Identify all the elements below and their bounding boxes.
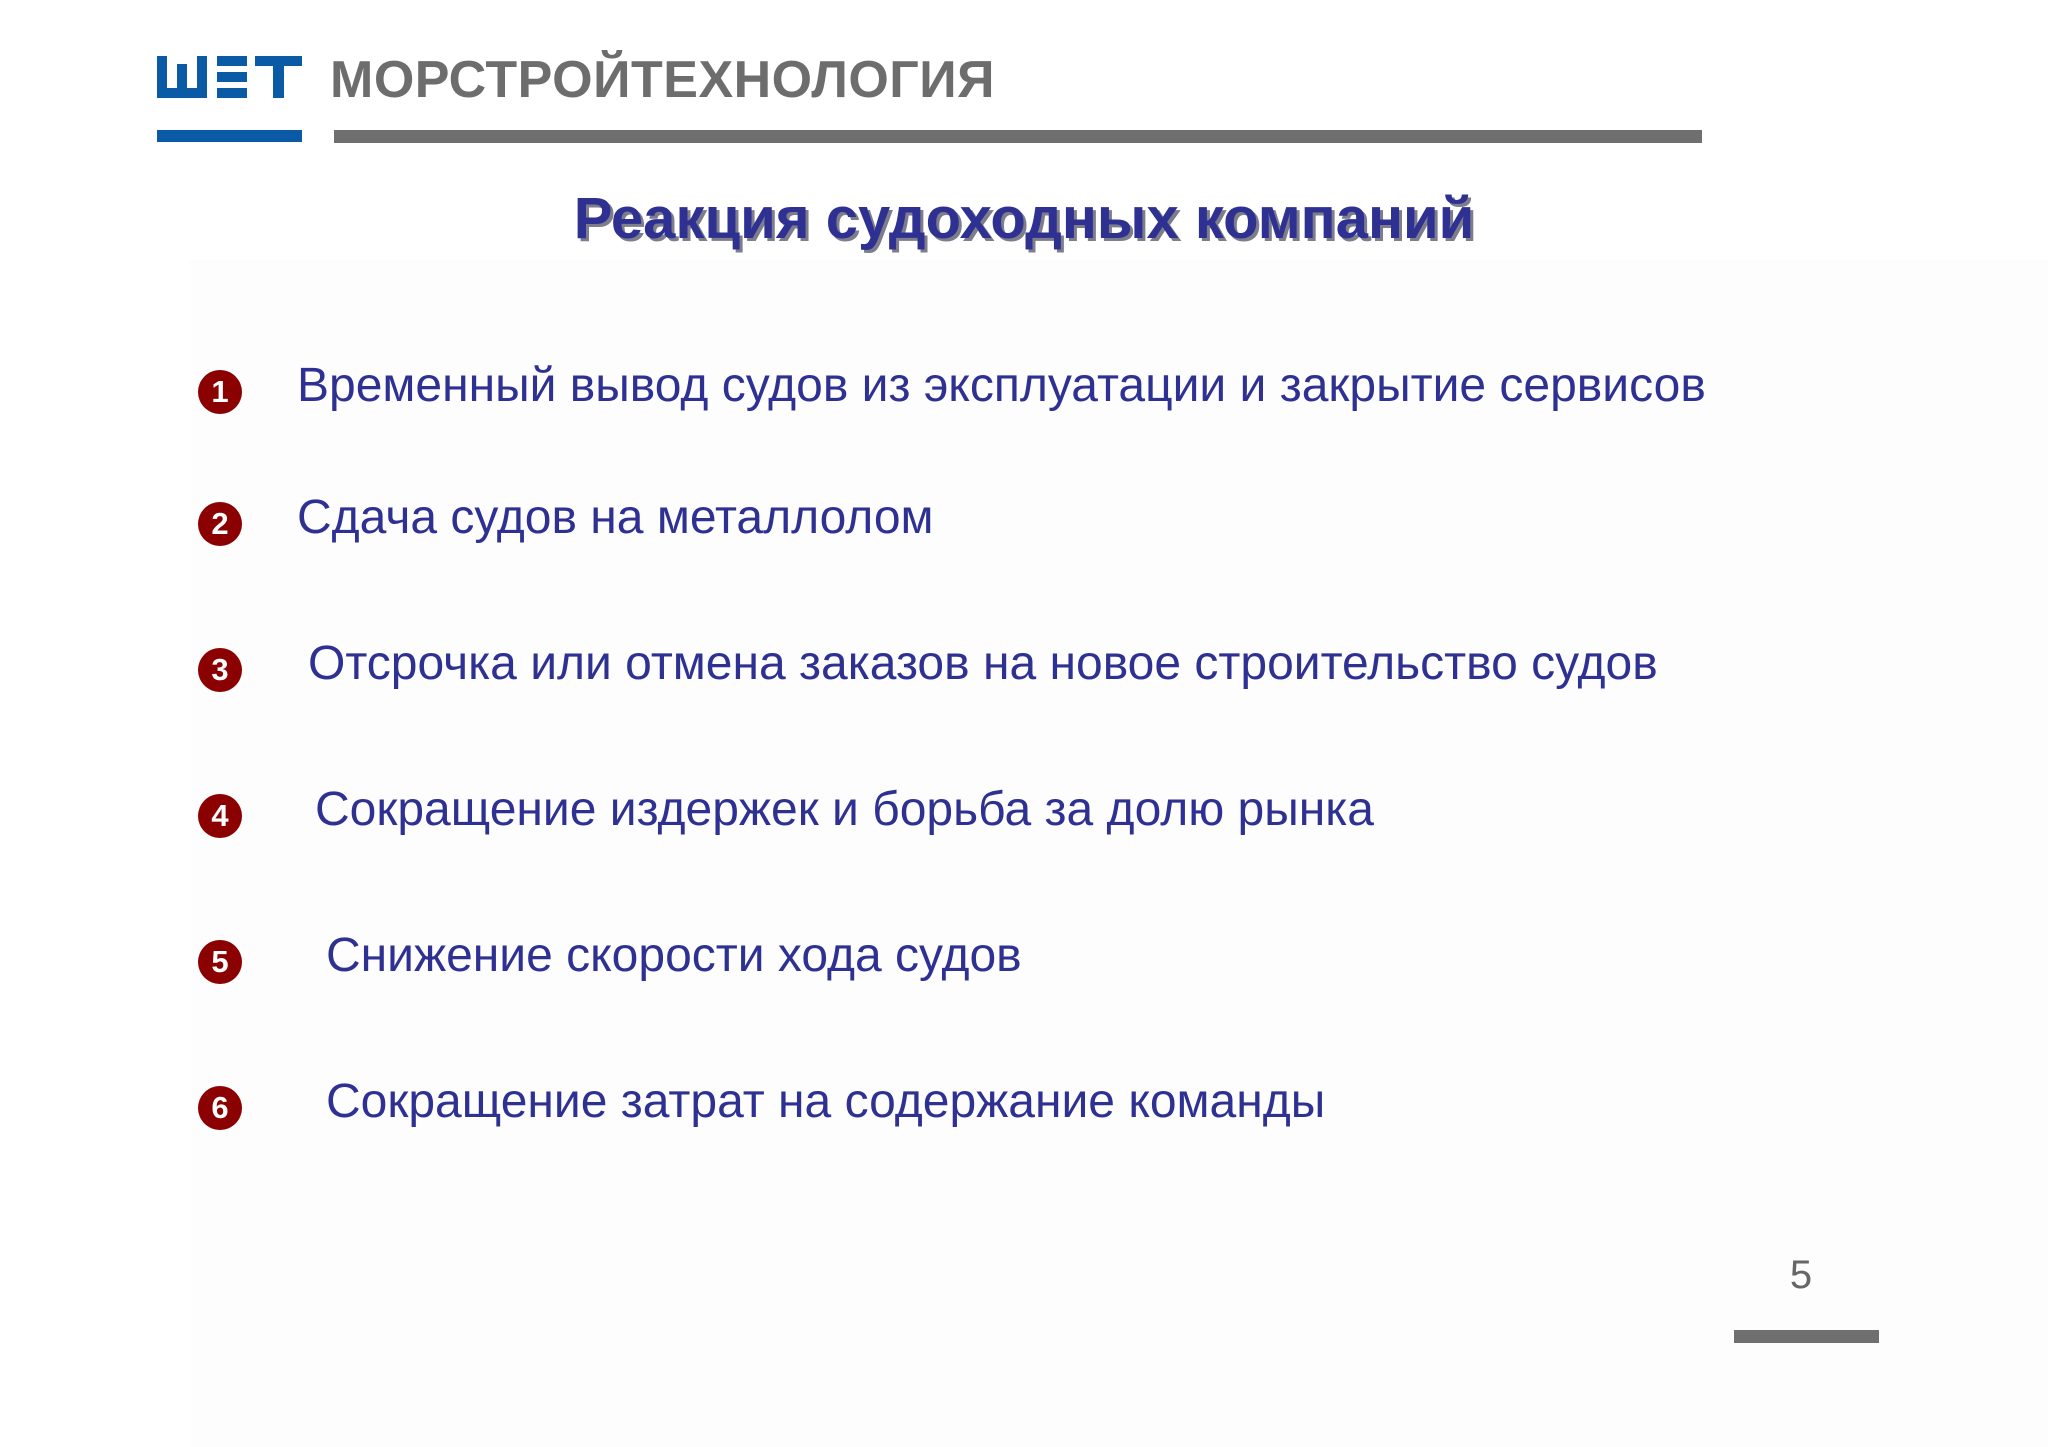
list-item-text: Временный вывод судов из эксплуатации и закрытие сервисов — [297, 359, 1706, 412]
list-item-text: Сокращение издержек и борьба за долю рынка — [315, 783, 1374, 836]
company-logo-icon — [157, 56, 302, 144]
slide-title: Реакция судоходных компаний — [573, 186, 1475, 251]
list-item-text: Сдача судов на металлолом — [297, 491, 934, 544]
header-divider — [334, 130, 1702, 143]
numbered-bullet-icon: 4 — [198, 794, 242, 838]
list-item-text: Отсрочка или отмена заказов на новое строительство судов — [308, 637, 1658, 690]
numbered-bullet-icon: 6 — [198, 1086, 242, 1130]
list-item-text: Снижение скорости хода судов — [326, 929, 1022, 982]
list-item-text: Сокращение затрат на содержание команды — [326, 1075, 1326, 1128]
footer-divider — [1734, 1330, 1879, 1343]
numbered-bullet-icon: 3 — [198, 648, 242, 692]
page-background — [190, 260, 2048, 1447]
numbered-bullet-icon: 5 — [198, 940, 242, 984]
numbered-bullet-icon: 1 — [198, 370, 242, 414]
company-name: МОРСТРОЙТЕХНОЛОГИЯ — [330, 51, 995, 109]
numbered-bullet-icon: 2 — [198, 502, 242, 546]
page-number: 5 — [1789, 1253, 1813, 1297]
